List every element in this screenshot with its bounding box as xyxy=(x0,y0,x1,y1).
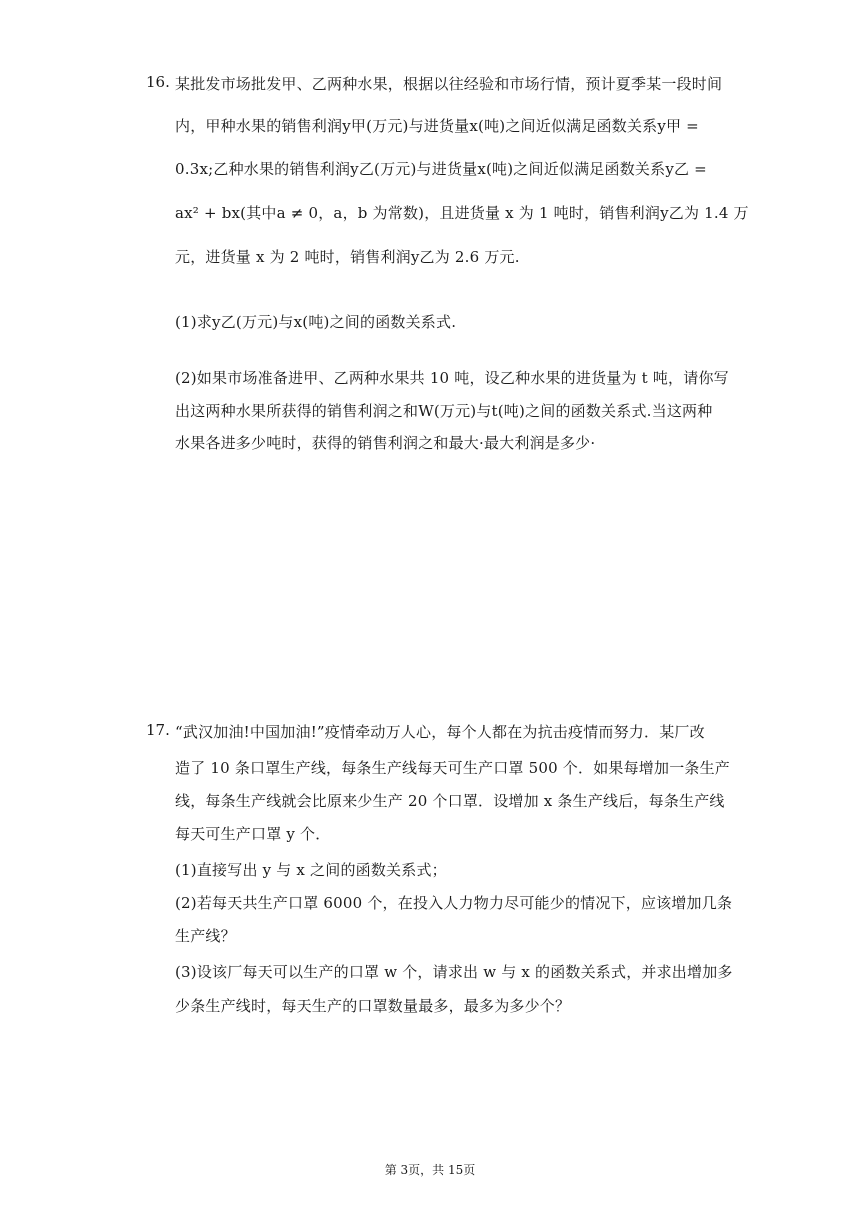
part-2-line: (2)若每天共生产口罩 6000 个，在投入人力物力尽可能少的情况下，应该增加几条 xyxy=(175,894,733,912)
part-2-line: (2)如果市场准备进甲、乙两种水果共 10 吨，设乙种水果的进货量为 t 吨，请你写 xyxy=(175,369,729,387)
part-1: (1)求y乙(万元)与x(吨)之间的函数关系式. xyxy=(175,313,457,331)
text-line: 造了 10 条口罩生产线，每条生产线每天可生产口罩 500 个．如果每增加一条生产 xyxy=(175,759,730,777)
part-3-line: 少条生产线时，每天生产的口罩数量最多，最多为多少个？ xyxy=(175,997,571,1015)
text-line: 内，甲种水果的销售利润y甲(万元)与进货量x(吨)之间近似满足函数关系y甲 = xyxy=(175,117,699,135)
part-2-line: 水果各进多少吨时，获得的销售利润之和最大·最大利润是多少· xyxy=(175,434,596,452)
text-line: 元，进货量 x 为 2 吨时，销售利润y乙为 2.6 万元. xyxy=(175,248,520,266)
page-footer: 第 3页，共 15页 xyxy=(384,1163,476,1177)
text-line: 0.3x;乙种水果的销售利润y乙(万元)与进货量x(吨)之间近似满足函数关系y乙 = xyxy=(175,160,707,178)
question-number: 17. xyxy=(146,721,170,739)
part-2-line: 出这两种水果所获得的销售利润之和W(万元)与t(吨)之间的函数关系式.当这两种 xyxy=(175,402,713,420)
part-3-line: (3)设该厂每天可以生产的口罩 w 个，请求出 w 与 x 的函数关系式，并求出增加多 xyxy=(175,963,733,981)
text-line: ax² + bx(其中a ≠ 0，a，b 为常数)，且进货量 x 为 1 吨时，销售利润y乙为 1.4 万 xyxy=(175,204,749,222)
part-2-line: 生产线？ xyxy=(175,927,236,945)
part-1: (1)直接写出 y 与 x 之间的函数关系式； xyxy=(175,861,447,879)
text-line: 某批发市场批发甲、乙两种水果，根据以往经验和市场行情，预计夏季某一段时间 xyxy=(175,75,723,93)
text-line: 每天可生产口罩 y 个． xyxy=(175,825,331,843)
question-number: 16. xyxy=(146,73,170,91)
text-line: 线，每条生产线就会比原来少生产 20 个口罩．设增加 x 条生产线后，每条生产线 xyxy=(175,792,725,810)
text-line: “武汉加油!中国加油!”疫情牵动万人心，每个人都在为抗击疫情而努力．某厂改 xyxy=(175,723,705,741)
